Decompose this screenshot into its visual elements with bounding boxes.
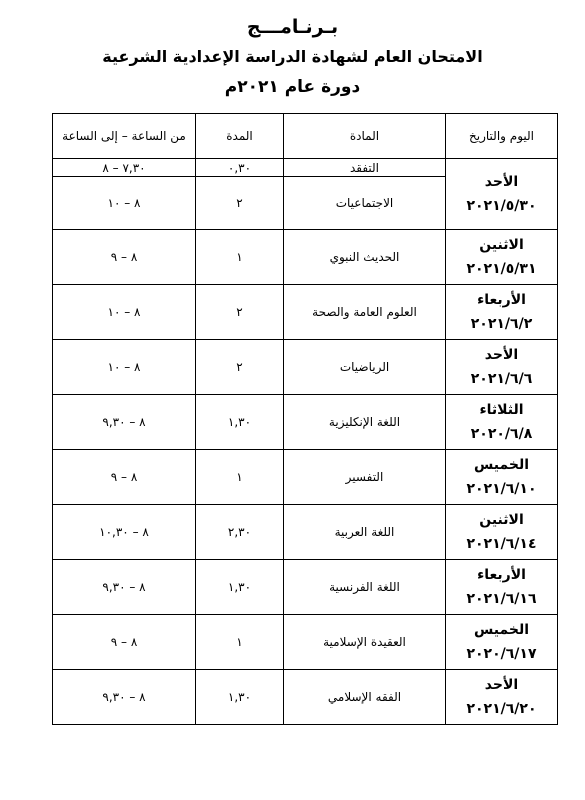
day-date-cell [446, 340, 558, 395]
header-duration: المدة [196, 114, 284, 159]
duration-cell: ١,٣٠ [196, 560, 284, 615]
time-cell: ٨ – ٩,٣٠ [53, 395, 196, 450]
exam-date: ٢٠٢١/٦/٢ [470, 316, 533, 332]
table-row [53, 159, 558, 177]
exam-date: ٢٠٢١/٥/٣١ [466, 261, 537, 277]
time-cell: ٨ – ٩,٣٠ [53, 670, 196, 725]
table-row [53, 615, 558, 670]
table-row [53, 230, 558, 285]
duration-cell: ١ [196, 230, 284, 285]
time-cell: ٨ – ١٠,٣٠ [53, 505, 196, 560]
duration-cell: ١ [196, 615, 284, 670]
day-date-cell [446, 450, 558, 505]
program-title: بـرنـامـــج [246, 16, 339, 38]
exam-date: ٢٠٢١/٥/٣٠ [466, 198, 537, 214]
table-row [53, 560, 558, 615]
day-date-cell [446, 615, 558, 670]
subject-cell: التفسير [284, 450, 446, 505]
time-cell: ٨ – ٩ [53, 615, 196, 670]
subject-cell: العلوم العامة والصحة [284, 285, 446, 340]
table-row [53, 285, 558, 340]
day-name: الأحد [484, 347, 519, 363]
day-name: الأحد [484, 174, 519, 190]
duration-cell: ١,٣٠ [196, 395, 284, 450]
time-cell: ٨ – ١٠ [53, 285, 196, 340]
time-cell: ٨ – ٩ [53, 450, 196, 505]
exam-date: ٢٠٢١/٦/٦ [470, 371, 533, 387]
day-name: الاثنين [479, 512, 524, 528]
table-row [53, 505, 558, 560]
subject-cell: الرياضيات [284, 340, 446, 395]
subject-cell: اللغة الفرنسية [284, 560, 446, 615]
header-day-date: اليوم والتاريخ [446, 114, 558, 159]
day-name: الثلاثاء [479, 402, 524, 418]
day-name: الأربعاء [477, 292, 526, 308]
session-title: دورة عام ٢٠٢١م [224, 77, 361, 97]
day-date-cell [446, 560, 558, 615]
time-cell: ٨ – ٩,٣٠ [53, 560, 196, 615]
subject-cell: الاجتماعيات [284, 177, 446, 230]
exam-date: ٢٠٢١/٦/٢٠ [466, 701, 537, 717]
time-cell: ٨ – ٩ [53, 230, 196, 285]
time-cell: ٨ – ١٠ [53, 340, 196, 395]
duration-cell: ١,٣٠ [196, 670, 284, 725]
table-row [53, 670, 558, 725]
day-date-cell [446, 230, 558, 285]
exam-date: ٢٠٢١/٦/١٦ [466, 591, 537, 607]
table-row [53, 340, 558, 395]
day-date-cell [446, 285, 558, 340]
time-cell: ٧,٣٠ – ٨ [53, 159, 196, 177]
table-row [53, 450, 558, 505]
day-date-cell [446, 395, 558, 450]
day-name: الخميس [473, 457, 530, 473]
table-row [53, 395, 558, 450]
duration-cell: ١ [196, 450, 284, 505]
exam-date: ٢٠٢٠/٦/٨ [470, 426, 533, 442]
exam-schedule-table [52, 113, 558, 725]
duration-cell: ٢ [196, 340, 284, 395]
subject-cell: التفقد [284, 159, 446, 177]
exam-date: ٢٠٢٠/٦/١٧ [466, 646, 537, 662]
day-date-cell [446, 670, 558, 725]
exam-date: ٢٠٢١/٦/١٠ [466, 481, 537, 497]
subject-cell: العقيدة الإسلامية [284, 615, 446, 670]
day-name: الاثنين [479, 237, 524, 253]
exam-title: الامتحان العام لشهادة الدراسة الإعدادية الشرعية [102, 47, 483, 66]
duration-cell: ٢ [196, 177, 284, 230]
exam-date: ٢٠٢١/٦/١٤ [466, 536, 537, 552]
header-row [53, 114, 558, 159]
duration-cell: ٠,٣٠ [196, 159, 284, 177]
subject-cell: اللغة الإنكليزية [284, 395, 446, 450]
time-cell: ٨ – ١٠ [53, 177, 196, 230]
subject-cell: الفقه الإسلامي [284, 670, 446, 725]
day-date-cell [446, 505, 558, 560]
day-name: الخميس [473, 622, 530, 638]
day-name: الأربعاء [477, 567, 526, 583]
document-header [0, 12, 585, 102]
day-date-cell [446, 159, 558, 230]
duration-cell: ٢ [196, 285, 284, 340]
header-subject: المادة [284, 114, 446, 159]
duration-cell: ٢,٣٠ [196, 505, 284, 560]
day-name: الأحد [484, 677, 519, 693]
subject-cell: الحديث النبوي [284, 230, 446, 285]
header-time: من الساعة – إلى الساعة [53, 114, 196, 159]
subject-cell: اللغة العربية [284, 505, 446, 560]
